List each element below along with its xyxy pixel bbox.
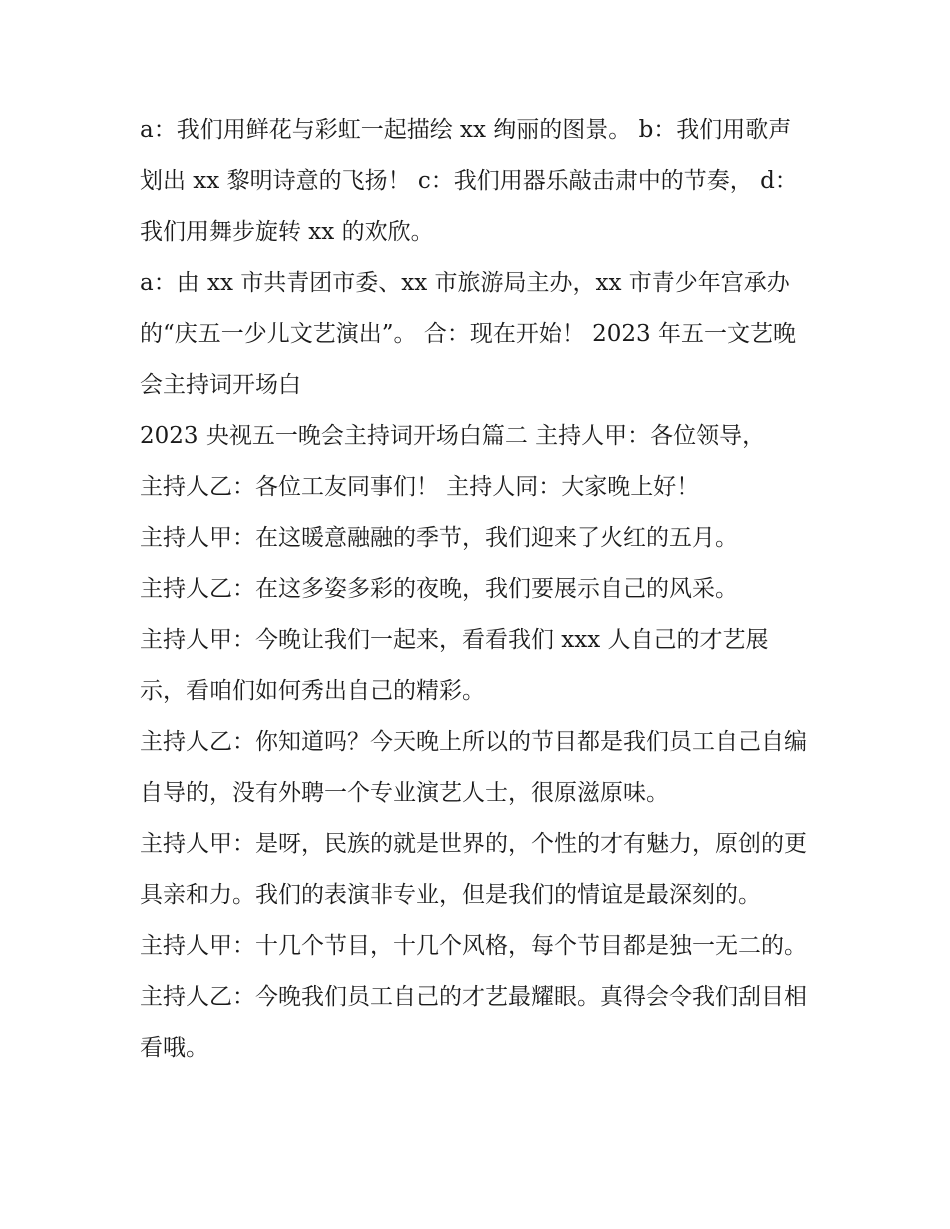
paragraph-host-a-season: 主持人甲：在这暖意融融的季节，我们迎来了火红的五月。: [140, 525, 738, 551]
paragraph-article-two-heading: 2023 央视五一晚会主持词开场白篇二 主持人甲：各位领导，: [140, 423, 766, 449]
paragraph-greeting: 主持人乙：各位工友同事们！ 主持人同：大家晚上好！: [140, 474, 700, 500]
paragraph-host-a-unique: 主持人甲：十几个节目，十几个风格，每个节目都是独一无二的。 主持人乙：今晚我们员工自己的才艺最耀眼。真得会令我们刮目相看哦。: [140, 933, 807, 1061]
paragraph-organizers: a：由 xx 市共青团市委、xx 市旅游局主办，xx 市青少年宫承办的“庆五一少儿文艺演出”。 合：现在开始！ 2023 年五一文艺晚会主持词开场白: [140, 270, 796, 398]
paragraph-host-a-original: 主持人甲：是呀，民族的就是世界的，个性的才有魅力，原创的更具亲和力。我们的表演非专业，但是我们的情谊是最深刻的。: [140, 831, 807, 908]
paragraph-host-b-evening: 主持人乙：在这多姿多彩的夜晚，我们要展示自己的风采。: [140, 576, 738, 602]
paragraph-host-b-programs: 主持人乙：你知道吗？今天晚上所以的节目都是我们员工自己自编自导的，没有外聘一个专业演艺人士，很原滋原味。: [140, 729, 807, 806]
paragraph-host-a-talent: 主持人甲：今晚让我们一起来，看看我们 xxx 人自己的才艺展示，看咱们如何秀出自己的精彩。: [140, 627, 769, 704]
document-body: [140, 105, 812, 1074]
paragraph-opening-abcd: a：我们用鲜花与彩虹一起描绘 xx 绚丽的图景。 b：我们用歌声划出 xx 黎明诗意的飞扬！ c：我们用器乐敲击肃中的节奏， d：我们用舞步旋转 xx 的欢欣。: [140, 117, 798, 245]
